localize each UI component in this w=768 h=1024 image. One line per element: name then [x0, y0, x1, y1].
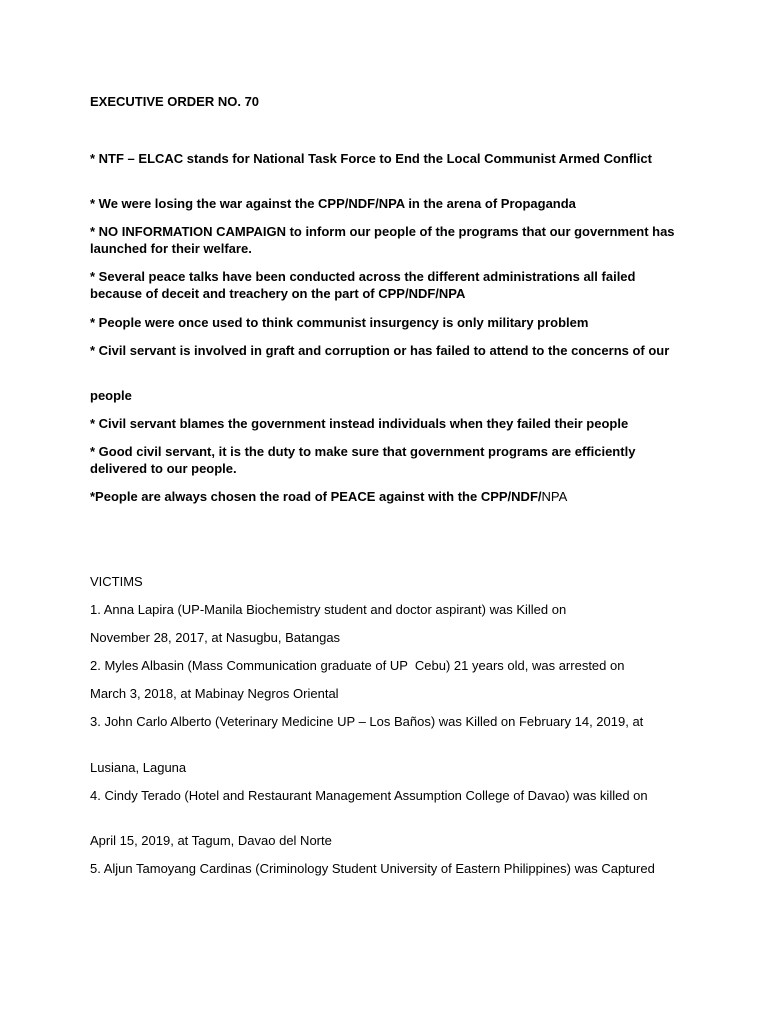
- victim-5-line1: 5. Aljun Tamoyang Cardinas (Criminology Student University of Eastern Philippines) was Captured: [90, 861, 655, 876]
- point-civil-servant-corruption-cont: people: [90, 388, 132, 403]
- point-military-problem: * People were once used to think communist insurgency is only military problem: [90, 315, 589, 330]
- point-road-of-peace: [90, 488, 690, 505]
- victim-1-line2: November 28, 2017, at Nasugbu, Batangas: [90, 630, 341, 645]
- point-peace-talks: * Several peace talks have been conducted across the different administrations all failed because of deceit and treachery on the part of CPP/NDF/NPA: [90, 269, 636, 301]
- point-good-civil-servant: * Good civil servant, it is the duty to make sure that government programs are efficiently delivered to our people.: [90, 444, 636, 476]
- point-road-of-peace-bold: *People are always chosen the road of PEACE against with the CPP/NDF/: [90, 489, 542, 504]
- victim-2-line2: March 3, 2018, at Mabinay Negros Oriental: [90, 686, 339, 701]
- point-road-of-peace-normal: NPA: [541, 489, 568, 504]
- victim-1-line1: 1. Anna Lapira (UP-Manila Biochemistry student and doctor aspirant) was Killed on: [90, 602, 567, 617]
- victim-3-line1: 3. John Carlo Alberto (Veterinary Medicine UP – Los Baños) was Killed on February 14, 2019, at: [90, 714, 644, 729]
- point-ntf-elcac: * NTF – ELCAC stands for National Task Force to End the Local Communist Armed Conflict: [90, 151, 652, 166]
- point-civil-servant-corruption: * Civil servant is involved in graft and corruption or has failed to attend to the concerns of our: [90, 343, 670, 358]
- point-civil-servant-blames: * Civil servant blames the government instead individuals when they failed their people: [90, 416, 629, 431]
- document-title: EXECUTIVE ORDER NO. 70: [90, 94, 260, 109]
- victims-heading: VICTIMS: [90, 574, 143, 589]
- point-propaganda: * We were losing the war against the CPP/NDF/NPA in the arena of Propaganda: [90, 196, 576, 211]
- victim-4-line1: 4. Cindy Terado (Hotel and Restaurant Management Assumption College of Davao) was killed on: [90, 788, 648, 803]
- point-information-campaign: * NO INFORMATION CAMPAIGN to inform our people of the programs that our government has launched for their welfare.: [90, 224, 675, 256]
- victim-4-line2: April 15, 2019, at Tagum, Davao del Norte: [90, 833, 332, 848]
- victim-2-line1: 2. Myles Albasin (Mass Communication graduate of UP Cebu) 21 years old, was arrested on: [90, 658, 625, 673]
- victim-3-line2: Lusiana, Laguna: [90, 760, 187, 775]
